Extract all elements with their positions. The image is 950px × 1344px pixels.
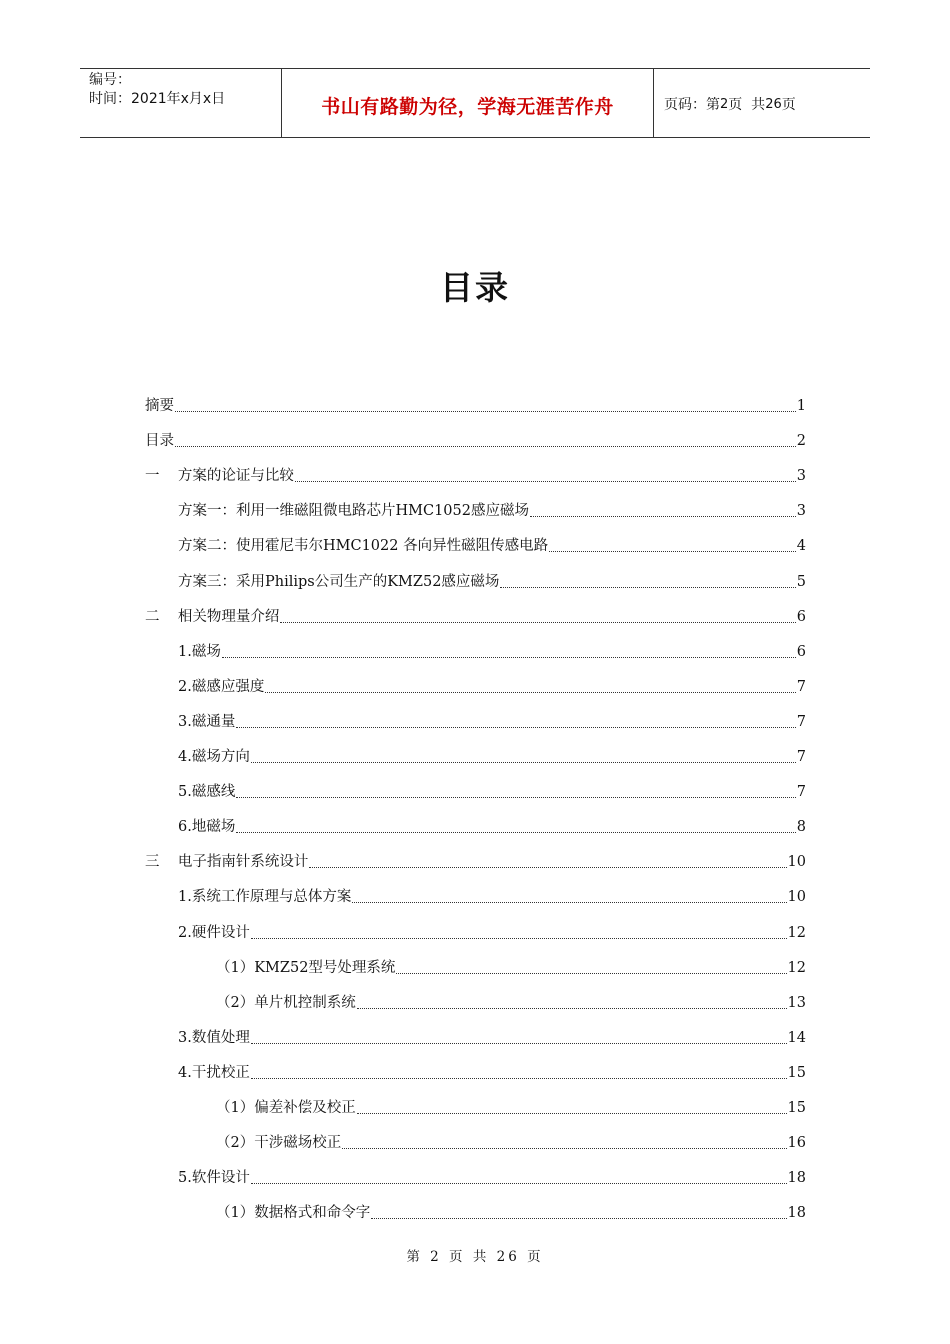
toc-entry-label: （1）KMZ52型号处理系统 (216, 959, 396, 976)
toc-entry-page: 7 (796, 678, 806, 695)
toc-leader-dots (175, 445, 796, 447)
page-suffix: 页 (781, 97, 796, 113)
toc-entry-label: 二 相关物理量介绍 (145, 608, 280, 625)
toc-entry-label: 5.磁感线 (178, 784, 236, 801)
toc-entry-page: 18 (787, 1170, 806, 1187)
toc-leader-dots (280, 621, 795, 623)
page-mid: 页 共 (728, 97, 766, 113)
toc-entry-page: 4 (796, 538, 806, 555)
document-time-label: 时间：2021年x月x日 (89, 91, 226, 107)
toc-leader-dots (357, 1007, 787, 1009)
toc-entry[interactable] (145, 462, 806, 486)
toc-entry-label: 4.干扰校正 (178, 1064, 250, 1081)
toc-entry-page: 7 (796, 713, 806, 730)
header-motto: 书山有路勤为径，学海无涯苦作舟 (282, 69, 654, 137)
toc-entry[interactable] (178, 743, 806, 767)
toc-entry-label: 3.磁通量 (178, 713, 236, 730)
toc-entry-label: 目录 (145, 433, 174, 450)
toc-entry-label: 1.系统工作原理与总体方案 (178, 889, 352, 906)
toc-entry-label: 2.磁感应强度 (178, 678, 265, 695)
header-page-info (654, 69, 870, 137)
toc-entry-label: 三 电子指南针系统设计 (145, 854, 309, 871)
toc-leader-dots (265, 691, 795, 693)
toc-entry[interactable] (178, 497, 806, 521)
toc-entry-page: 12 (787, 959, 806, 976)
header-info-cell (80, 69, 282, 137)
toc-leader-dots (342, 1147, 786, 1149)
toc-entry-label: 5.软件设计 (178, 1170, 250, 1187)
toc-entry-label: 2.硬件设计 (178, 924, 250, 941)
toc-entry[interactable] (178, 919, 806, 943)
toc-entry-label: 摘要 (145, 398, 174, 414)
toc-entry-label: 方案二：使用霍尼韦尔HMC1022 各向异性磁阻传感电路 (178, 538, 549, 555)
toc-entry[interactable] (216, 1129, 806, 1153)
toc-entry-page: 14 (787, 1029, 806, 1046)
toc-entry[interactable] (145, 427, 806, 451)
page-total: 26 (765, 96, 782, 112)
toc-entry[interactable] (178, 1024, 806, 1048)
toc-entry-page: 8 (796, 819, 806, 836)
toc-leader-dots (251, 937, 787, 939)
toc-entry[interactable] (216, 1094, 806, 1118)
toc-leader-dots (175, 410, 796, 412)
toc-entry-label: 方案三：采用Philips公司生产的KMZ52感应磁场 (178, 573, 500, 590)
toc-leader-dots (309, 866, 786, 868)
toc-leader-dots (396, 972, 786, 974)
toc-leader-dots (236, 796, 795, 798)
toc-leader-dots (251, 1042, 787, 1044)
page-prefix: 页码：第 (664, 97, 720, 113)
toc-entry-label: 一 方案的论证与比较 (145, 468, 294, 485)
toc-entry[interactable] (178, 532, 806, 556)
toc-entry-page: 5 (796, 573, 806, 590)
toc-entry-page: 1 (796, 398, 806, 414)
toc-leader-dots (295, 480, 796, 482)
toc-leader-dots (251, 1182, 787, 1184)
toc-entry-label: （2）单片机控制系统 (216, 994, 356, 1011)
toc-entry[interactable] (178, 883, 806, 907)
toc-entry-page: 3 (796, 503, 806, 520)
document-number-label: 编号： (89, 72, 131, 88)
toc-entry[interactable] (216, 954, 806, 978)
toc-entry[interactable] (178, 813, 806, 837)
toc-entry-page: 15 (787, 1064, 806, 1081)
toc-entry[interactable] (178, 1164, 806, 1188)
toc-entry-label: 方案一：利用一维磁阻微电路芯片HMC1052感应磁场 (178, 503, 529, 520)
toc-entry[interactable] (145, 392, 806, 416)
toc-entry[interactable] (216, 1199, 806, 1223)
page-title: 目录 (440, 268, 510, 307)
toc-entry-label: 1.磁场 (178, 643, 221, 660)
toc-entry-page: 7 (796, 784, 806, 801)
toc-entry[interactable] (178, 708, 806, 732)
toc-entry-page: 13 (787, 994, 806, 1011)
toc-entry-label: 6.地磁场 (178, 819, 236, 836)
toc-leader-dots (251, 1077, 787, 1079)
toc-entry-page: 10 (787, 889, 806, 906)
toc-entry-label: （2）干涉磁场校正 (216, 1135, 342, 1152)
toc-leader-dots (236, 831, 795, 833)
toc-entry[interactable] (178, 568, 806, 592)
toc-leader-dots (549, 550, 796, 552)
page-footer: 第 2 页 共 26 页 (406, 1249, 544, 1265)
toc-leader-dots (222, 656, 796, 658)
toc-leader-dots (357, 1112, 787, 1114)
toc-entry[interactable] (178, 673, 806, 697)
toc-entry[interactable] (145, 603, 806, 627)
toc-entry[interactable] (216, 989, 806, 1013)
toc-entry-label: 3.数值处理 (178, 1029, 250, 1046)
toc-entry[interactable] (178, 778, 806, 802)
toc-entry-page: 7 (796, 749, 806, 765)
toc-leader-dots (352, 901, 786, 903)
toc-leader-dots (500, 586, 795, 588)
page-header (80, 68, 870, 138)
toc-entry-page: 3 (796, 468, 806, 485)
toc-entry-page: 15 (787, 1100, 806, 1116)
toc-entry-page: 12 (787, 924, 806, 941)
toc-entry-label: （1）偏差补偿及校正 (216, 1100, 356, 1116)
toc-leader-dots (371, 1217, 786, 1219)
toc-entry[interactable] (178, 1059, 806, 1083)
toc-entry-page: 18 (787, 1205, 806, 1222)
toc-leader-dots (530, 515, 796, 517)
toc-leader-dots (251, 761, 796, 763)
toc-entry[interactable] (178, 638, 806, 662)
toc-entry-label: 4.磁场方向 (178, 749, 250, 765)
toc-entry-page: 6 (796, 608, 806, 625)
page-current: 2 (720, 96, 729, 112)
toc-entry-page: 16 (787, 1135, 806, 1152)
toc-entry-label: （1）数据格式和命令字 (216, 1205, 371, 1222)
toc-entry[interactable] (145, 848, 806, 872)
toc-entry-page: 10 (787, 854, 806, 871)
toc-leader-dots (236, 726, 795, 728)
toc-entry-page: 2 (796, 433, 806, 450)
toc-entry-page: 6 (796, 643, 806, 660)
